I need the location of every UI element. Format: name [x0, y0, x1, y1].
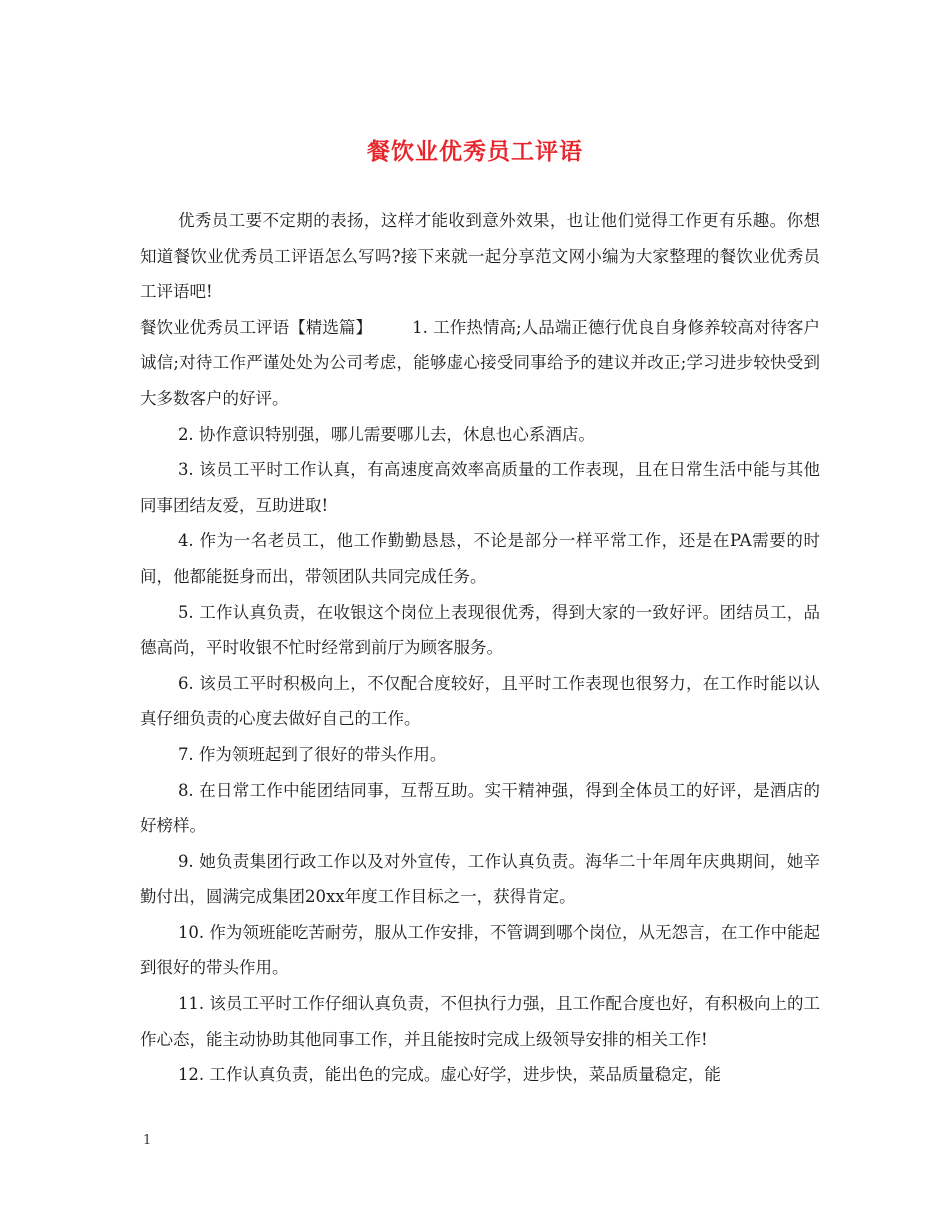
list-item: 3. 该员工平时工作认真，有高速度高效率高质量的工作表现，且在日常生活中能与其他同事团结友爱，互助进取! — [140, 460, 820, 515]
list-item: 5. 工作认真负责，在收银这个岗位上表现很优秀，得到大家的一致好评。团结员工，品德高尚，平时收银不忙时经常到前厅为顾客服务。 — [140, 602, 820, 658]
list-item: 1. 工作热情高;人品端正德行优良自身修养较高对待客户诚信;对待工作严谨处处为公司考虑，能够虚心接受同事给予的建议并改正;学习进步较快受到大多数客户的好评。 — [140, 317, 821, 408]
document-title: 餐饮业优秀员工评语 — [367, 138, 583, 165]
document-body — [140, 203, 820, 1093]
list-item: 9. 她负责集团行政工作以及对外宣传，工作认真负责。海华二十年周年庆典期间，她辛勤付出，圆满完成集团20xx年度工作目标之一，获得肯定。 — [140, 851, 820, 907]
page-number: 1 — [143, 1133, 152, 1148]
list-item: 10. 作为领班能吃苦耐劳，服从工作安排，不管调到哪个岗位，从无怨言，在工作中能起到很好的带头作用。 — [140, 922, 820, 978]
list-item: 8. 在日常工作中能团结同事，互帮互助。实干精神强，得到全体员工的好评，是酒店的好榜样。 — [140, 780, 820, 836]
list-item: 2. 协作意识特别强，哪儿需要哪儿去，休息也心系酒店。 — [177, 424, 595, 444]
list-item: 6. 该员工平时积极向上，不仅配合度较好，且平时工作表现也很努力，在工作时能以认真仔细负责的心度去做好自己的工作。 — [140, 673, 820, 729]
first-item-paragraph — [140, 310, 820, 417]
intro-paragraph: 优秀员工要不定期的表扬，这样才能收到意外效果，也让他们觉得工作更有乐趣。你想知道餐饮业优秀员工评语怎么写吗?接下来就一起分享范文网小编为大家整理的餐饮业优秀员工评语吧! — [140, 211, 820, 302]
list-item: 4. 作为一名老员工，他工作勤勤恳恳，不论是部分一样平常工作，还是在PA需要的时间，他都能挺身而出，带领团队共同完成任务。 — [140, 531, 820, 586]
list-item: 7. 作为领班起到了很好的带头作用。 — [177, 744, 447, 764]
list-item: 11. 该员工平时工作仔细认真负责，不但执行力强，且工作配合度也好，有积极向上的工作心态，能主动协助其他同事工作，并且能按时完成上级领导安排的相关工作! — [140, 994, 820, 1049]
list-item: 12. 工作认真负责，能出色的完成。虚心好学，进步快，菜品质量稳定，能 — [177, 1065, 721, 1085]
section-heading: 餐饮业优秀员工评语【精选篇】 — [140, 317, 373, 337]
